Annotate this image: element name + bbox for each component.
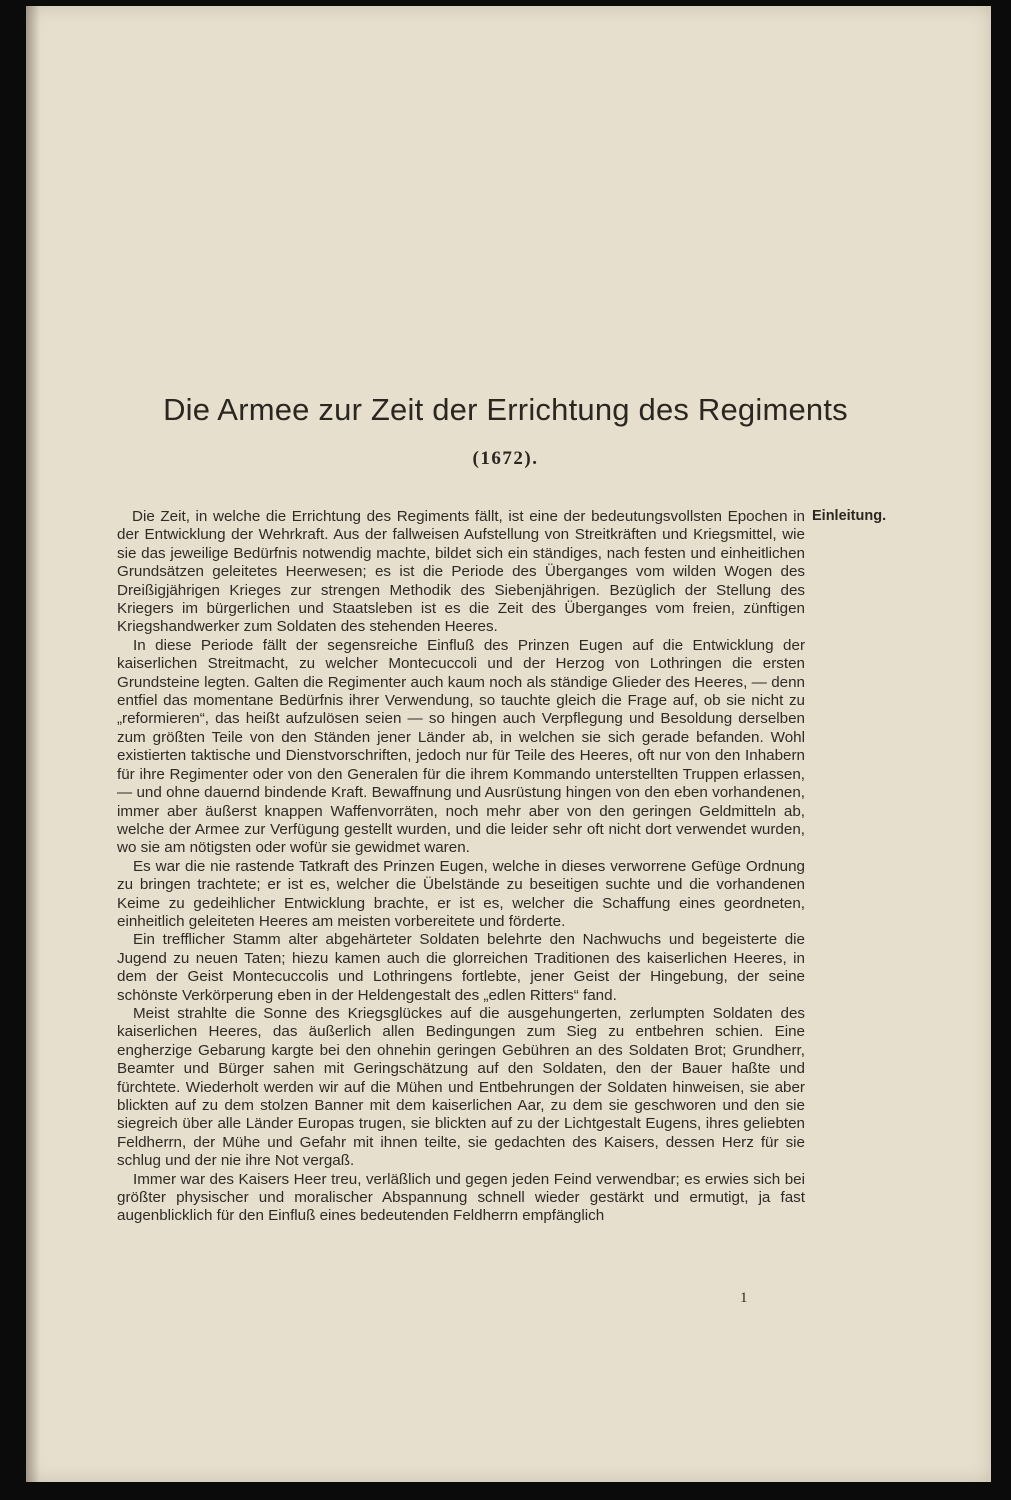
chapter-year: (1672). <box>472 448 539 469</box>
margin-note: Einleitung. <box>812 508 887 524</box>
paragraph: Die Zeit, in welche die Errichtung des Regiments fällt, ist eine der bedeutungsvollsten Epochen in der Entwicklung der Wehrkraft. Aus der fallweisen Aufstellung von Streitkräften und Kriegsmittel, wie sie das jeweilige Bedürfnis notwendig machte, bildet sich ein ständiges, nach festen und einheitlichen Grundsätzen geleitetes Heerwesen; es ist die Periode des Überganges vom wilden Wogen des Dreißigjährigen Krieges zur strengen Methodik des Siebenjährigen. Bezüglich der Stellung des Kriegers im bürgerlichen und Staatsleben ist es die Zeit des Überganges vom freien, zünftigen Kriegshandwerker zum Soldaten des stehenden Heeres. <box>117 508 805 636</box>
paragraph: Immer war des Kaisers Heer treu, verläßlich und gegen jeden Feind verwendbar; es erwies sich bei größter physischer und moralischer Abspannung schnell wieder gestärkt und ermutigt, ja fast augenblicklich für den Einfluß eines bedeutenden Feldherrn empfänglich <box>117 1170 805 1225</box>
page-gutter-shadow <box>26 6 40 1482</box>
paragraph: In diese Periode fällt der segensreiche Einfluß des Prinzen Eugen auf die Entwicklung der kaiserlichen Streitmacht, zu welcher Montecuccoli und der Herzog von Lothringen die ersten Grundsteine legten. Galten die Regimenter auch kaum noch als ständige Glieder des Heeres, — denn entfiel das momentane Bedürfnis ihrer Verwendung, so tauchte gleich die Frage auf, ob sie nicht zu „reformieren“, das heißt aufzulösen seien — so hingen auch Verpflegung und Besoldung derselben zum größten Teile von den Ständen jener Länder ab, in welchen sie sich gerade befanden. Wohl existierten taktische und Dienstvorschriften, jedoch nur für Teile des Heeres, oft nur von den Inhabern für ihre Regimenter oder von den Generalen für die ihrem Kommando unterstellten Truppen erlassen, — und ohne dauernd bindende Kraft. Bewaffnung und Ausrüstung hingen von den eben vorhandenen, immer aber äußerst knappen Waffenvorräten, noch mehr aber von den geringen Geldmitteln ab, welche der Armee zur Verfügung gestellt wurden, und die leider sehr oft nicht dort verwendet wurden, wo sie am nötigsten oder wofür sie gewidmet waren. <box>117 636 805 857</box>
paragraph: Meist strahlte die Sonne des Kriegsglückes auf die ausgehungerten, zerlumpten Soldaten des kaiserlichen Heeres, das äußerlich allen Bedingungen zum Sieg zu entbehren schien. Eine engherzige Gebarung kargte bei den ohnehin geringen Gebühren an des Soldaten Brot; Grundherr, Beamter und Bürger sahen mit Geringschätzung auf den Soldaten, den der Bauer haßte und fürchtete. Wiederholt werden wir auf die Mühen und Entbehrungen der Soldaten hinweisen, sie aber blickten auf zu dem stolzen Banner mit dem kaiserlichen Aar, zu dem sie geschworen und den sie siegreich über alle Länder Europas trugen, sie blickten auf zu der Lichtgestalt Eugens, ihres geliebten Feldherrn, der Mühe und Gefahr mit ihnen teilte, sie gedachten des Kaisers, dessen Herz für sie schlug und der nie ihre Not vergaß. <box>117 1004 805 1170</box>
page-number: 1 <box>740 1290 748 1306</box>
paragraph: Es war die nie rastende Tatkraft des Prinzen Eugen, welche in dieses verworrene Gefüge Ordnung zu bringen trachtete; er ist es, welcher die Übelstände zu beseitigen suchte und die vorhandenen Keime zu gedeihlicher Entwicklung brachte, er ist es, welcher die Schaffung eines geordneten, einheitlich geleiteten Heeres am meisten vorbereitete und förderte. <box>117 857 805 930</box>
chapter-title: Die Armee zur Zeit der Errichtung des Regiments <box>163 392 848 427</box>
paragraph: Ein trefflicher Stamm alter abgehärteter Soldaten belehrte den Nachwuchs und begeisterte die Jugend zu neuen Taten; hiezu kamen auch die glorreichen Traditionen des kaiserlichen Heeres, in dem der Geist Montecuccolis und Lothringens fortlebte, jener Geist der Hingebung, der seine schönste Verkörperung eben in der Heldengestalt des „edlen Ritters“ fand. <box>117 931 805 1004</box>
body-text <box>117 508 805 1226</box>
